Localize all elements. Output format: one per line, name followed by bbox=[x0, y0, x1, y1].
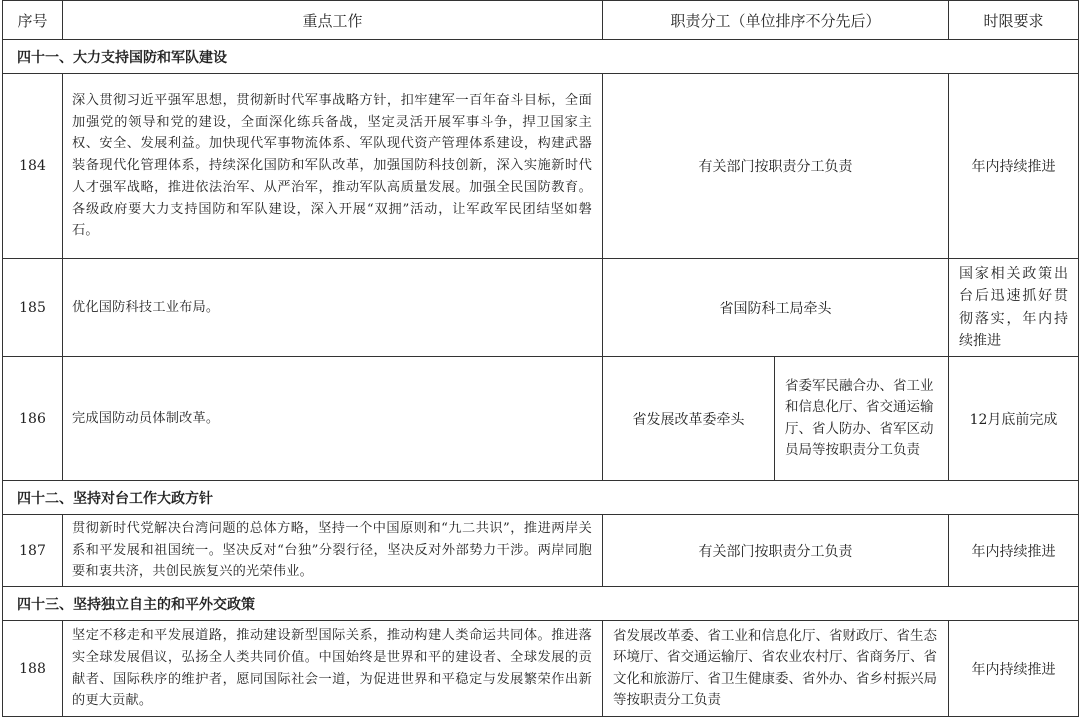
row-deadline: 年内持续推进 bbox=[949, 621, 1079, 717]
row-number: 184 bbox=[3, 74, 63, 259]
row-task: 贯彻新时代党解决台湾问题的总体方略，坚持一个中国原则和“九二共识”，推进两岸关系和平发展和祖国统一。坚决反对“台独”分裂行径，坚决反对外部势力干涉。两岸同胞要和衷共济，共创民族复兴的光荣伟业。 bbox=[63, 515, 603, 587]
header-no: 序号 bbox=[3, 1, 63, 40]
row-task: 完成国防动员体制改革。 bbox=[63, 357, 603, 481]
row-responsibility-assist: 省委军民融合办、省工业和信息化厅、省交通运输厅、省人防办、省军区动员局等按职责分工负责 bbox=[775, 357, 949, 481]
row-responsibility-lead: 省发展改革委牵头 bbox=[603, 357, 775, 481]
table-header-row bbox=[3, 1, 1079, 40]
row-number: 185 bbox=[3, 259, 63, 357]
table-row bbox=[3, 74, 1079, 259]
row-deadline: 12月底前完成 bbox=[949, 357, 1079, 481]
table-row bbox=[3, 357, 1079, 481]
row-task: 坚定不移走和平发展道路，推动建设新型国际关系，推动构建人类命运共同体。推进落实全球发展倡议，弘扬全人类共同价值。中国始终是世界和平的建设者、全球发展的贡献者、国际秩序的维护者，愿同国际社会一道，为促进世界和平稳定与发展繁荣作出新的更大贡献。 bbox=[63, 621, 603, 717]
row-responsibility: 省发展改革委、省工业和信息化厅、省财政厅、省生态环境厅、省交通运输厅、省农业农村厅、省商务厅、省文化和旅游厅、省卫生健康委、省外办、省乡村振兴局等按职责分工负责 bbox=[603, 621, 949, 717]
row-deadline: 国家相关政策出台后迅速抓好贯彻落实，年内持续推进 bbox=[949, 259, 1079, 357]
section-row bbox=[3, 40, 1079, 74]
header-deadline: 时限要求 bbox=[949, 1, 1079, 40]
row-deadline: 年内持续推进 bbox=[949, 515, 1079, 587]
row-responsibility: 有关部门按职责分工负责 bbox=[603, 515, 949, 587]
section-row bbox=[3, 481, 1079, 515]
header-responsibility: 职责分工（单位排序不分先后） bbox=[603, 1, 949, 40]
section-title: 四十三、坚持独立自主的和平外交政策 bbox=[3, 587, 1079, 621]
row-number: 188 bbox=[3, 621, 63, 717]
work-table bbox=[2, 0, 1079, 717]
section-title: 四十二、坚持对台工作大政方针 bbox=[3, 481, 1079, 515]
row-task: 优化国防科技工业布局。 bbox=[63, 259, 603, 357]
table-row bbox=[3, 259, 1079, 357]
row-responsibility: 省国防科工局牵头 bbox=[603, 259, 949, 357]
row-deadline: 年内持续推进 bbox=[949, 74, 1079, 259]
row-number: 187 bbox=[3, 515, 63, 587]
table-row bbox=[3, 515, 1079, 587]
table-row bbox=[3, 621, 1079, 717]
header-task: 重点工作 bbox=[63, 1, 603, 40]
section-row bbox=[3, 587, 1079, 621]
row-number: 186 bbox=[3, 357, 63, 481]
row-task: 深入贯彻习近平强军思想，贯彻新时代军事战略方针，扣牢建军一百年奋斗目标，全面加强党的领导和党的建设，全面深化练兵备战，坚定灵活开展军事斗争，捍卫国家主权、安全、发展利益。加快现代军事物流体系、军队现代资产管理体系建设，构建武器装备现代化管理体系，持续深化国防和军队改革，加强国防科技创新，深入实施新时代人才强军战略，推进依法治军、从严治军，推动军队高质量发展。加强全民国防教育。各级政府要大力支持国防和军队建设，深入开展“双拥”活动，让军政军民团结坚如磐石。 bbox=[63, 74, 603, 259]
row-responsibility: 有关部门按职责分工负责 bbox=[603, 74, 949, 259]
section-title: 四十一、大力支持国防和军队建设 bbox=[3, 40, 1079, 74]
